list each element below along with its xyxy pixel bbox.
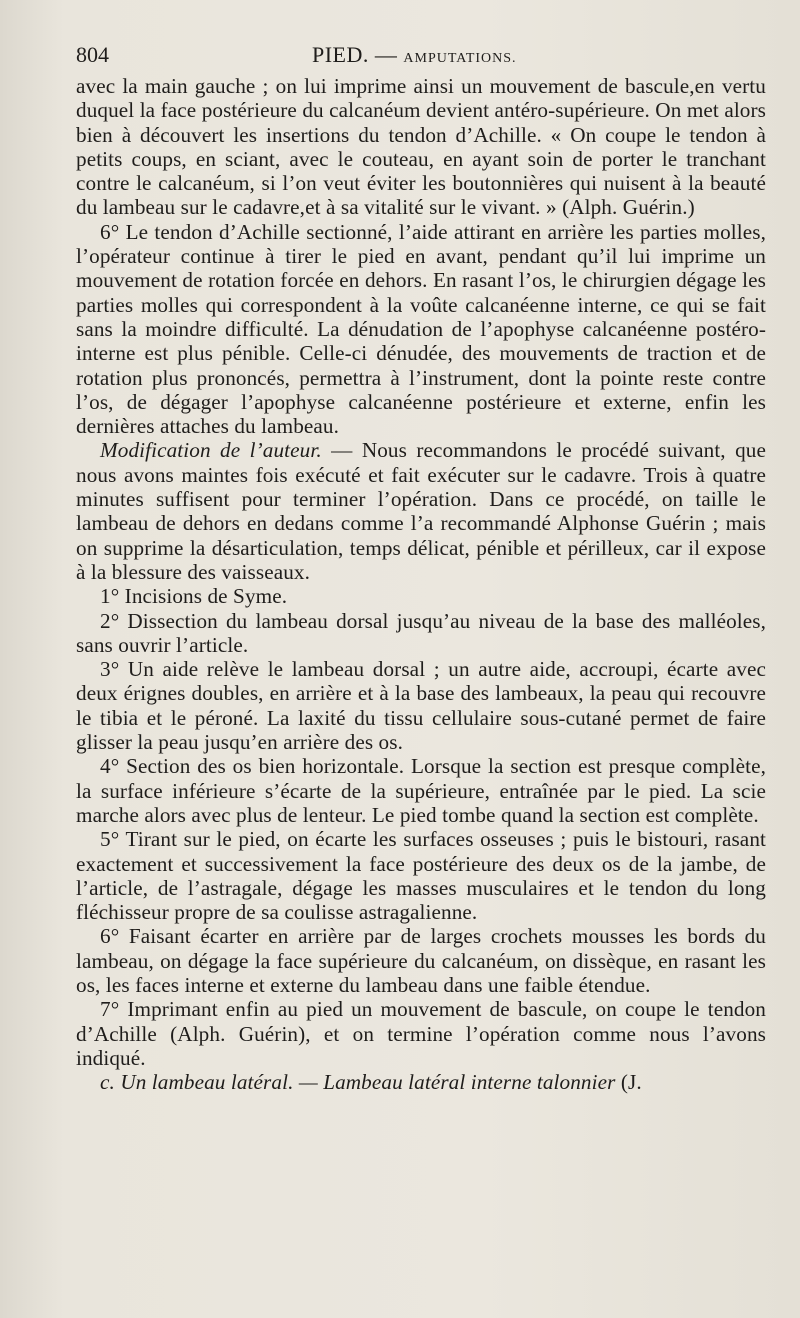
paragraph-incision-6: 6° Faisant écarter en arrière par de larges crochets mousses les bords du lambeau, on dégage la face supérieure du calcanéum, on dissèque, en rasant les os, les faces interne et externe du lambeau dans une faible étendue. [76,924,766,997]
paragraph-modification [76,438,766,584]
paragraph-incision-1: 1° Incisions de Syme. [100,584,288,609]
paragraph-step-6: 6° Le tendon d’Achille sectionné, l’aide attirant en arrière les parties molles, l’opérateur continue à tirer le pied en avant, pendant qu’il lui imprime un mouvement de rotation forcée en dehors. En rasant l’os, le chirurgien dégage les parties molles qui correspondent à la voûte calcanéenne interne, ce qui se fait sans la moindre difficulté. La dénudation de l’apophyse calcanéenne postéro-interne est plus pénible. Celle-ci dénudée, des mouvements de traction et de rotation plus prononcés, permettra à l’instrument, dont la pointe reste contre l’os, de dégager l’apophyse calcanéenne postérieure et externe, enfin les dernières attaches du lambeau. [76,219,766,439]
running-head-dash: — [374,42,398,67]
running-head-title: PIED. [312,42,369,67]
lateral-flap-prefix: c. [100,1070,115,1095]
modification-text: — Nous recommandons le procédé suivant, que nous avons maintes fois exécuté et fait exécuter sur le cadavre. Trois à quatre minutes suffisent pour terminer l’opération. Dans ce procédé, on taille le lambeau de dehors en dedans comme l’a recommandé Alphonse Guérin ; mais on supprime la désarticulation, temps délicat, pénible et périlleux, car il expose à la blessure des vaisseaux. [76,438,766,584]
modification-heading: Modification de l’auteur. [100,438,322,463]
running-head-subtitle: AMPUTATIONS. [403,51,517,66]
paragraph-incision-5: 5° Tirant sur le pied, on écarte les surfaces osseuses ; puis le bistouri, rasant exactement et successivement la face postérieure des deux os de la jambe, de l’article, de l’astragale, dégage les masses musculaires et le tendon du long fléchisseur propre de sa coulisse astragalienne. [76,827,766,925]
page-header [76,40,766,74]
paragraph-incision-3: 3° Un aide relève le lambeau dorsal ; un autre aide, accroupi, écarte avec deux érignes doubles, en arrière et à la base des lambeaux, la peau qui recouvre le tibia et le péroné. La laxité du tissu cellulaire sous-cutané permet de faire glisser la peau jusqu’en arrière des os. [76,657,766,755]
paragraph-continuation: avec la main gauche ; on lui imprime ainsi un mouvement de bascule,en vertu duquel la face postérieure du calcanéum devient antéro-supérieure. On met alors bien à découvert les insertions du tendon d’Achille. « On coupe le tendon à petits coups, en sciant, avec le couteau, en ayant soin de porter le tranchant contre le calcanéum, si l’on veut éviter les boutonnières qui nuisent à la beauté du lambeau sur le cadavre,et à sa vitalité sur le vivant. » (Alph. Guérin.) [76,74,766,220]
paragraph-incision-2: 2° Dissection du lambeau dorsal jusqu’au niveau de la base des malléoles, sans ouvrir l’article. [76,608,766,657]
paragraph-incision-7: 7° Imprimant enfin au pied un mouvement de bascule, on coupe le tendon d’Achille (Alph. Guérin), et on termine l’opération comme nous l’avons indiqué. [76,997,766,1070]
running-head [312,42,517,68]
lateral-flap-text: (J. [615,1070,642,1095]
lateral-flap-heading: Un lambeau latéral. — Lambeau latéral interne talonnier [120,1070,616,1095]
body-text [76,74,766,1094]
paragraph-incision-4: 4° Section des os bien horizontale. Lorsque la section est presque complète, la surface inférieure s’écarte de la supérieure, entraînée par le pied. La scie marche alors avec plus de lenteur. Le pied tombe quand la section est complète. [76,754,766,827]
page-number: 804 [76,42,109,67]
paragraph-lateral-flap [76,1070,766,1094]
